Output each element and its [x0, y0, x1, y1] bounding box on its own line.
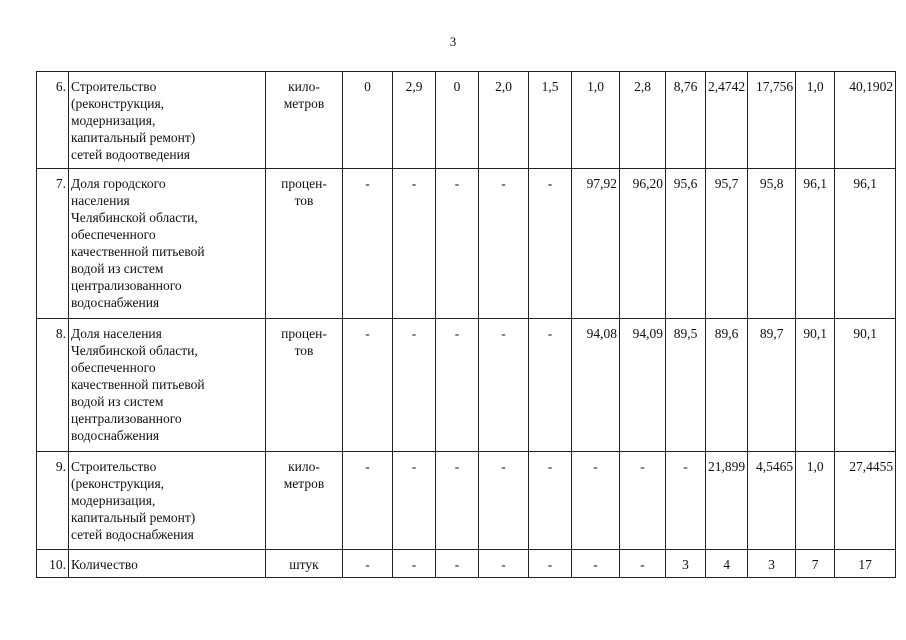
value-cell: 2,0 — [479, 72, 529, 169]
value-cell: - — [572, 550, 620, 578]
value-cell: 94,09 — [620, 319, 666, 452]
value-cell: 95,8 — [748, 169, 796, 319]
table-row — [37, 452, 896, 550]
value-cell: 94,08 — [572, 319, 620, 452]
value-cell: 96,20 — [620, 169, 666, 319]
value-cell: 4 — [706, 550, 748, 578]
value-cell: - — [620, 550, 666, 578]
value-cell: 1,5 — [529, 72, 572, 169]
indicator-name: Строительство (реконструкция, модернизация, капитальный ремонт) сетей водоснабжения — [69, 452, 266, 550]
value-cell: 8,76 — [666, 72, 706, 169]
value-cell: - — [393, 452, 436, 550]
value-cell: - — [479, 319, 529, 452]
value-cell: 89,6 — [706, 319, 748, 452]
value-cell: - — [436, 550, 479, 578]
value-cell: 2,9 — [393, 72, 436, 169]
indicator-name: Количество — [69, 550, 266, 578]
value-cell: - — [343, 550, 393, 578]
unit-of-measure: штук — [266, 550, 343, 578]
value-cell: - — [666, 452, 706, 550]
value-cell: - — [572, 452, 620, 550]
value-cell: 27,4455 — [835, 452, 896, 550]
value-cell: 1,0 — [796, 72, 835, 169]
value-cell: 17 — [835, 550, 896, 578]
table-body — [37, 72, 896, 578]
value-cell: - — [436, 452, 479, 550]
value-cell: - — [529, 550, 572, 578]
unit-of-measure: процен- тов — [266, 319, 343, 452]
value-cell: - — [393, 550, 436, 578]
table-row — [37, 169, 896, 319]
value-cell: 0 — [436, 72, 479, 169]
value-cell: 1,0 — [796, 452, 835, 550]
row-number: 7. — [37, 169, 69, 319]
value-cell: - — [479, 452, 529, 550]
value-cell: - — [436, 319, 479, 452]
value-cell: - — [529, 452, 572, 550]
table-row — [37, 72, 896, 169]
indicators-table — [36, 71, 896, 578]
value-cell: 21,899 — [706, 452, 748, 550]
value-cell: 2,8 — [620, 72, 666, 169]
value-cell: - — [620, 452, 666, 550]
indicator-name: Доля населения Челябинской области, обеспеченного качественной питьевой водой из систем централизованного водоснабжения — [69, 319, 266, 452]
value-cell: - — [393, 319, 436, 452]
value-cell: - — [343, 169, 393, 319]
value-cell: 3 — [666, 550, 706, 578]
value-cell: - — [343, 452, 393, 550]
value-cell: 3 — [748, 550, 796, 578]
value-cell: - — [479, 169, 529, 319]
value-cell: 90,1 — [835, 319, 896, 452]
value-cell: 17,756 — [748, 72, 796, 169]
unit-of-measure: кило- метров — [266, 452, 343, 550]
value-cell: - — [529, 319, 572, 452]
value-cell: - — [529, 169, 572, 319]
row-number: 8. — [37, 319, 69, 452]
page-number: 3 — [449, 34, 457, 49]
unit-of-measure: кило- метров — [266, 72, 343, 169]
value-cell: 40,1902 — [835, 72, 896, 169]
value-cell: 90,1 — [796, 319, 835, 452]
value-cell: 1,0 — [572, 72, 620, 169]
value-cell: 96,1 — [796, 169, 835, 319]
table-row — [37, 550, 896, 578]
value-cell: 89,7 — [748, 319, 796, 452]
value-cell: 4,5465 — [748, 452, 796, 550]
value-cell: 0 — [343, 72, 393, 169]
value-cell: - — [393, 169, 436, 319]
value-cell: - — [479, 550, 529, 578]
row-number: 10. — [37, 550, 69, 578]
value-cell: 89,5 — [666, 319, 706, 452]
value-cell: 95,6 — [666, 169, 706, 319]
value-cell: - — [343, 319, 393, 452]
row-number: 9. — [37, 452, 69, 550]
table-row — [37, 319, 896, 452]
value-cell: - — [436, 169, 479, 319]
value-cell: 95,7 — [706, 169, 748, 319]
value-cell: 96,1 — [835, 169, 896, 319]
indicator-name: Доля городского населения Челябинской области, обеспеченного качественной питьевой водой из систем централизованного водоснабжения — [69, 169, 266, 319]
value-cell: 2,4742 — [706, 72, 748, 169]
value-cell: 97,92 — [572, 169, 620, 319]
unit-of-measure: процен- тов — [266, 169, 343, 319]
value-cell: 7 — [796, 550, 835, 578]
row-number: 6. — [37, 72, 69, 169]
indicator-name: Строительство (реконструкция, модернизация, капитальный ремонт) сетей водоотведения — [69, 72, 266, 169]
